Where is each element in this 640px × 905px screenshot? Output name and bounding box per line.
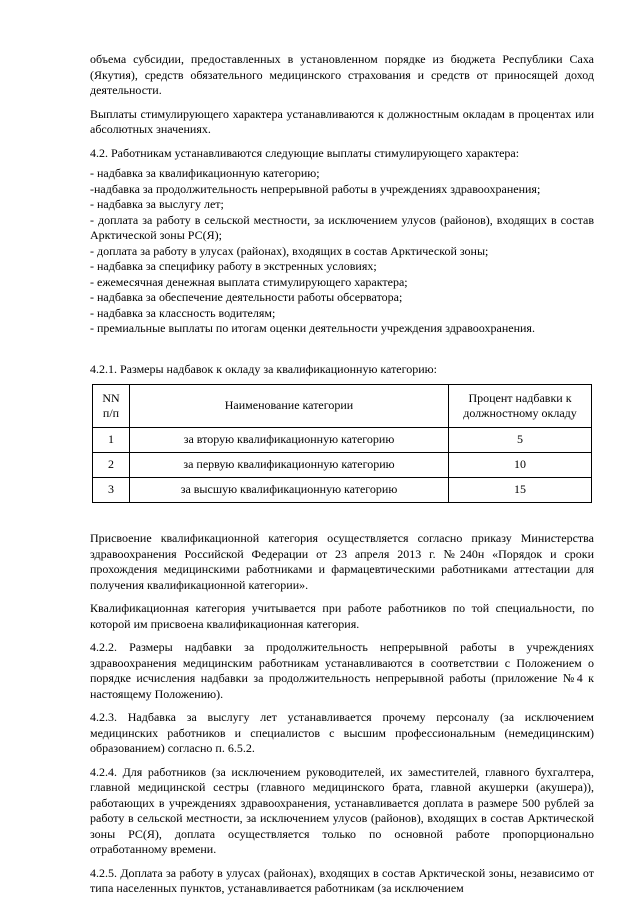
table-row xyxy=(93,478,592,503)
category-usage-paragraph: Квалификационная категория учитывается при работе работников по той специальности, по которой им присвоена квалификационная категория. xyxy=(90,601,594,631)
cell-category-name: за высшую квалификационную категорию xyxy=(130,478,449,503)
cell-nn: 1 xyxy=(93,428,130,453)
cell-percent: 15 xyxy=(449,478,592,503)
list-item: - ежемесячная денежная выплата стимулирующего характера; xyxy=(90,274,408,289)
list-item: - надбавка за специфику работу в экстренных условиях; xyxy=(90,259,377,273)
header-category-name: Наименование категории xyxy=(130,385,449,428)
list-item: - надбавка за классность водителям; xyxy=(90,305,276,320)
document-page xyxy=(90,52,594,897)
table-row xyxy=(93,453,592,478)
stimulus-payments-list xyxy=(90,166,594,337)
cell-category-name: за вторую квалификационную категорию xyxy=(130,428,449,453)
category-assignment-paragraph: Присвоение квалификационной категория осуществляется согласно приказу Министерства здравоохранения Российской Федерации от 23 апреля 2013 г. №240н «Порядок и сроки прохождения медицинскими работниками и фармацевтическими работниками аттестации для получения квалификационной категории». xyxy=(90,531,594,592)
list-item: - доплата за работу в сельской местности, за исключением улусов (районов), входящих в состав Арктической зоны РС(Я); xyxy=(90,212,594,242)
section-4-2-2-paragraph: 4.2.2. Размеры надбавки за продолжительность непрерывной работы в учреждениях здравоохранения медицинским работникам устанавливаются в соответствии с Положением о порядке исчисления надбавки за продолжительность непрерывной работы (приложение №4 к настоящему Положению). xyxy=(90,640,594,701)
section-4-2-heading: 4.2. Работникам устанавливаются следующие выплаты стимулирующего характера: xyxy=(90,145,520,160)
list-item: - надбавка за выслугу лет; xyxy=(90,197,224,211)
cell-nn: 3 xyxy=(93,478,130,503)
cell-nn: 2 xyxy=(93,453,130,478)
list-item: - доплата за работу в улусах (районах), входящих в состав Арктической зоны; xyxy=(90,243,489,258)
list-item: - надбавка за обеспечение деятельности работы обсерватора; xyxy=(90,290,403,304)
intro-paragraph-1: объема субсидии, предоставленных в установленном порядке из бюджета Республики Саха (Якутия), средств обязательного медицинского страхования и средств от приносящей доход деятельности. xyxy=(90,52,594,97)
section-4-2-3-paragraph: 4.2.3. Надбавка за выслугу лет устанавливается прочему персоналу (за исключением медицинских работников и специалистов с высшим профессиональным (немедицинским) образованием) согласно п. 6.5.2. xyxy=(90,710,594,755)
section-4-2-4-paragraph: 4.2.4. Для работников (за исключением руководителей, их заместителей, главного бухгалтера, главной медицинской сестры (главного медицинского брата, главной акушерки (акушера)), работающих в учреждениях здравоохранения, устанавливается доплата в размере 500 рублей за работу в сельской местности, за исключением улусов (районов), входящих в состав Арктической зоны РС(Я), доплата осуществляется только по основной работе пропорционально отработанному времени. xyxy=(90,764,594,856)
list-item: - надбавка за квалификационную категорию; xyxy=(90,166,320,180)
intro-paragraph-2: Выплаты стимулирующего характера устанавливаются к должностным окладам в процентах или абсолютных значениях. xyxy=(90,106,594,136)
header-percent: Процент надбавки к должностному окладу xyxy=(449,385,592,428)
header-nn: NN п/п xyxy=(93,385,130,428)
cell-category-name: за первую квалификационную категорию xyxy=(130,453,449,478)
list-item: -надбавка за продолжительность непрерывной работы в учреждениях здравоохранения; xyxy=(90,181,541,196)
qualification-category-table xyxy=(92,384,592,503)
cell-percent: 5 xyxy=(449,428,592,453)
table-header-row xyxy=(93,385,592,428)
section-4-2-1-heading: 4.2.1. Размеры надбавок к окладу за квалификационную категорию: xyxy=(90,361,437,376)
section-4-2-5-paragraph: 4.2.5. Доплата за работу в улусах (районах), входящих в состав Арктической зоны, независимо от типа населенных пунктов, устанавливается работникам (за исключением xyxy=(90,865,594,895)
list-item: - премиальные выплаты по итогам оценки деятельности учреждения здравоохранения. xyxy=(90,321,535,335)
table-row xyxy=(93,428,592,453)
cell-percent: 10 xyxy=(449,453,592,478)
